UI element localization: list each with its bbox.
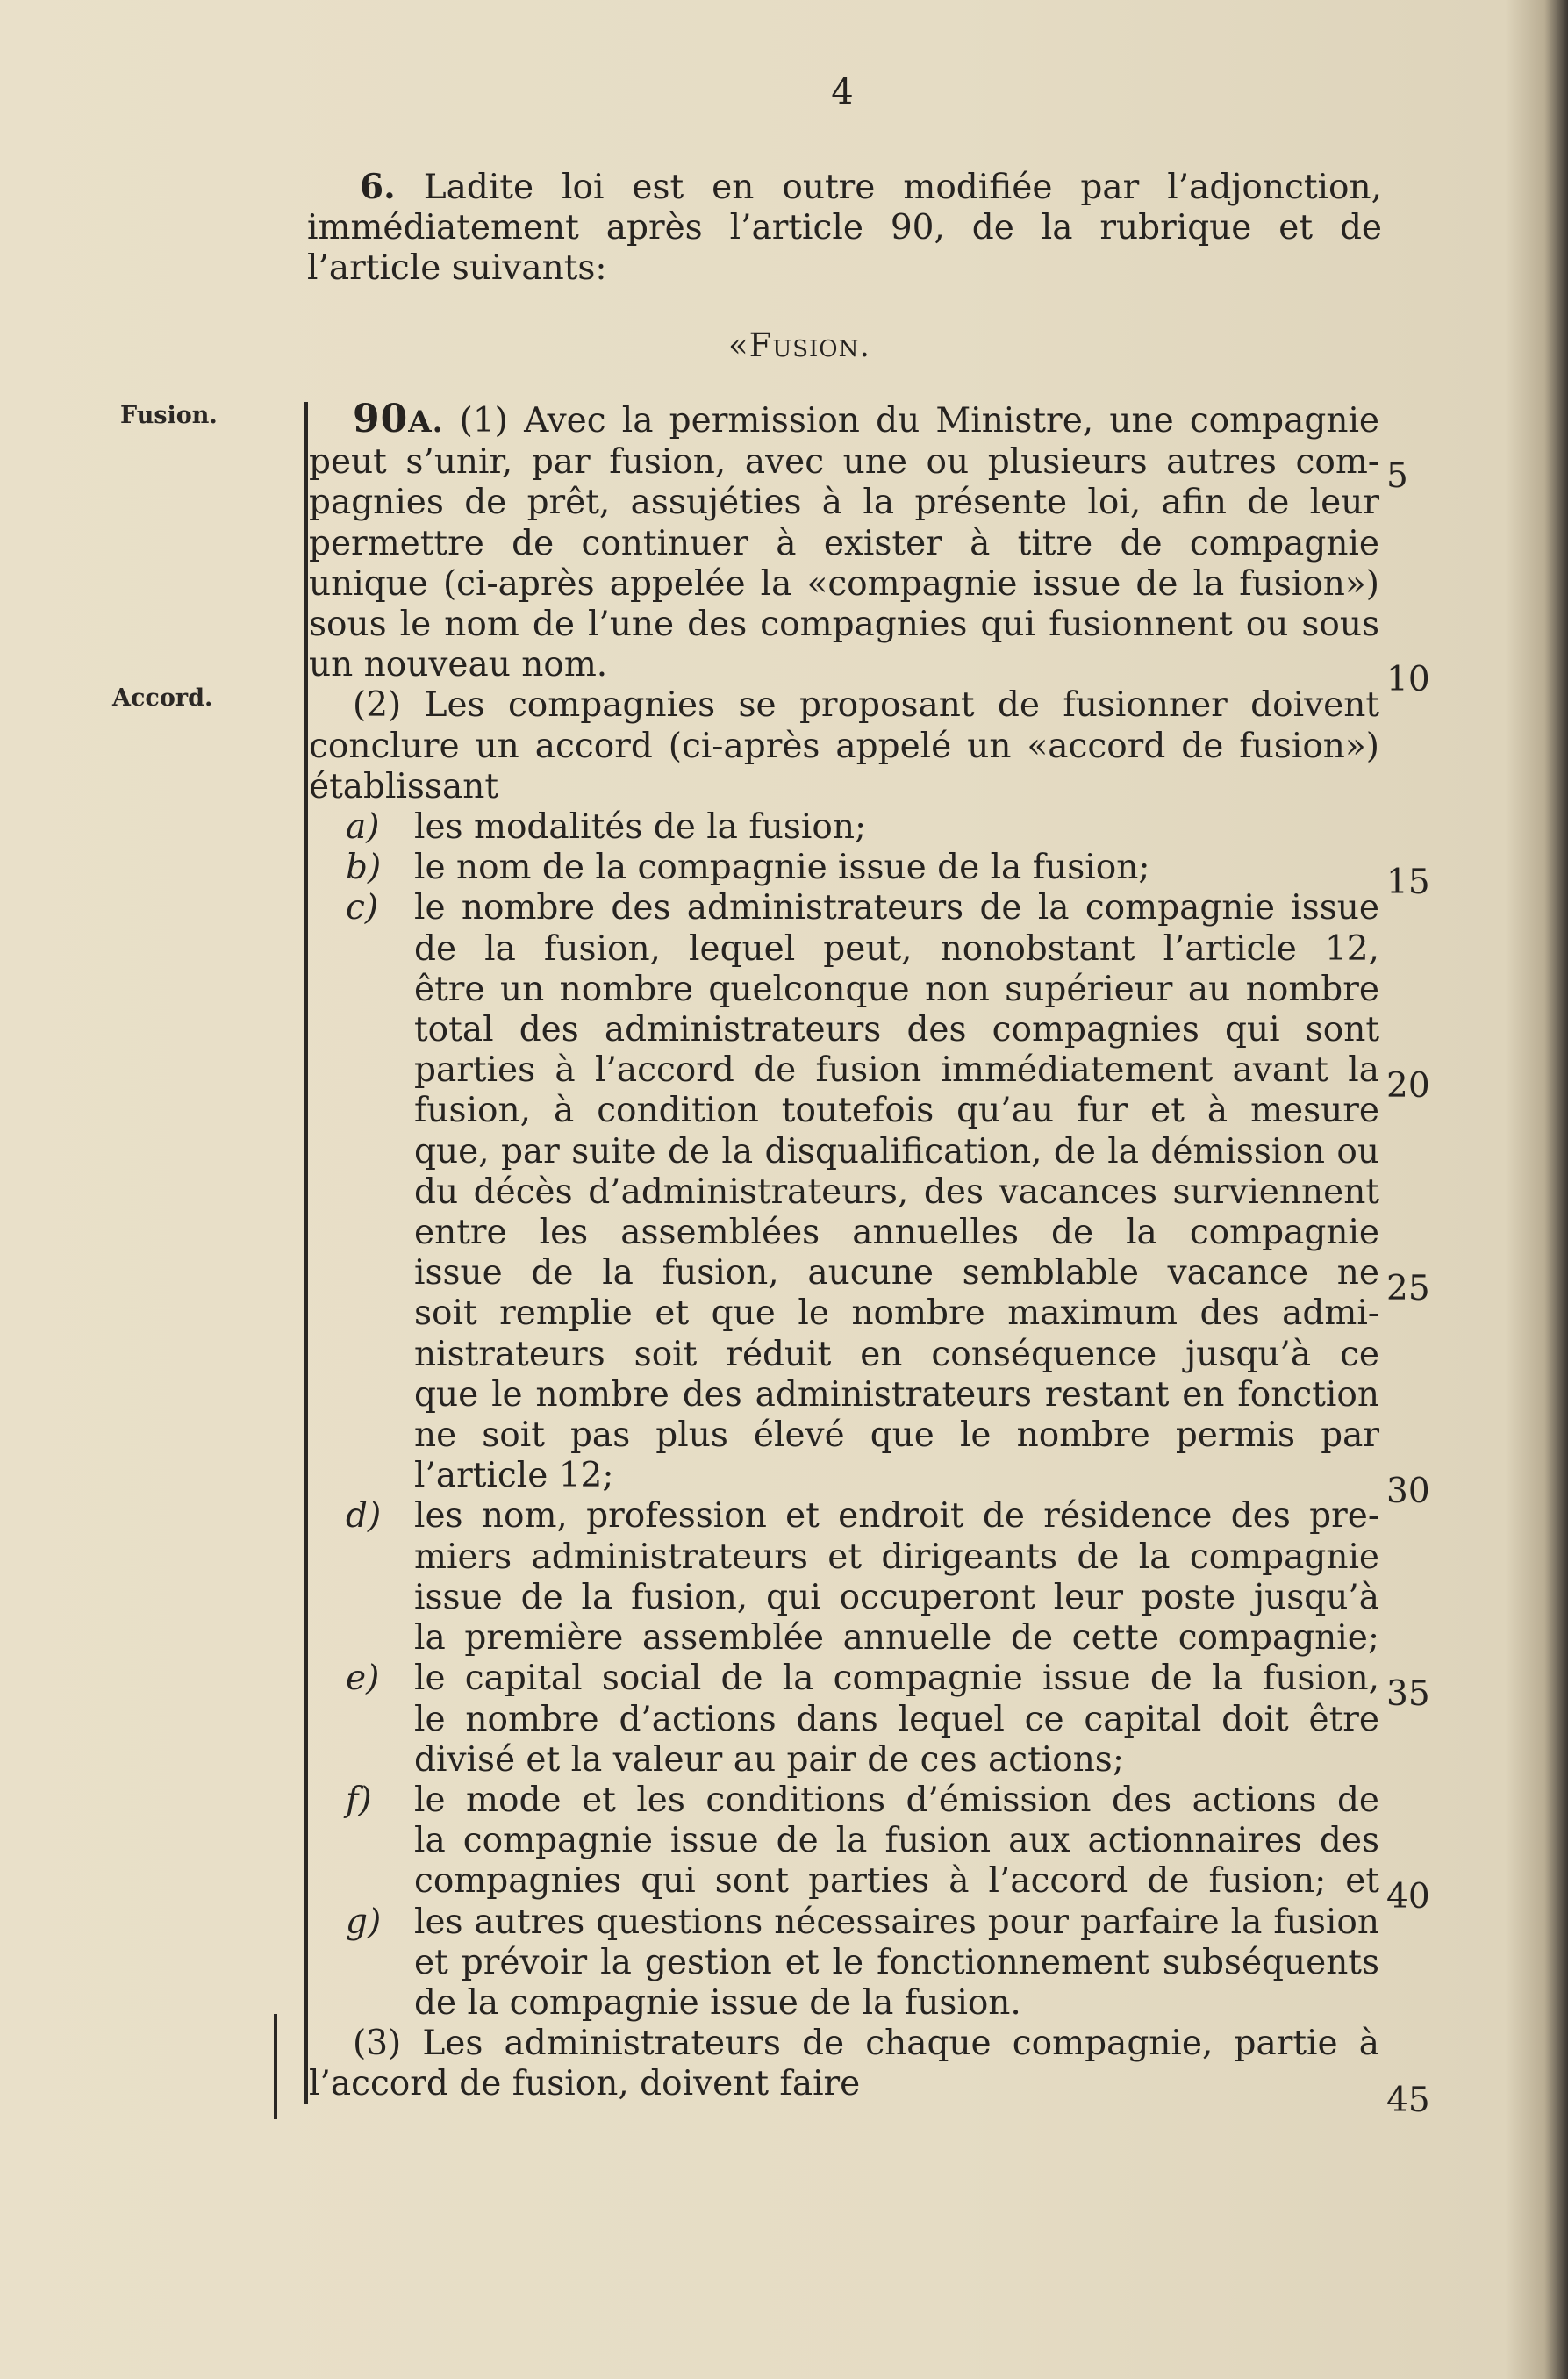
margin-note-accord: Accord. [112, 684, 213, 712]
page-number: 4 [831, 72, 854, 112]
line-number: 15 [1386, 863, 1430, 902]
line-number: 10 [1386, 660, 1430, 699]
item-list [309, 807, 1379, 2024]
amendment-rule-lower [274, 2014, 277, 2119]
section-number: 6. [360, 167, 396, 207]
list-item-c-line: ne soit pas plus élevé que le nombre permis par [414, 1415, 1379, 1456]
list-item-g: g) les autres questions nécessaires pour parfaire la fusion [346, 1902, 1379, 1942]
sub1-line: permettre de continuer à exister à titre de compagnie [309, 523, 1379, 563]
line-number: 20 [1386, 1066, 1430, 1106]
sub1-line: pagnies de prêt, assujéties à la présente loi, afin de leur [309, 483, 1379, 523]
list-item-e-line: le nombre d’actions dans lequel ce capital doit être [414, 1699, 1379, 1739]
sub2-first-line: (2) Les compagnies se proposant de fusionner doivent [353, 685, 1379, 726]
line-number: 25 [1386, 1269, 1430, 1308]
list-item-c-line: soit remplie et que le nombre maximum des admi- [414, 1293, 1379, 1334]
list-item-f-line: la compagnie issue de la fusion aux actionnaires des [414, 1821, 1379, 1861]
amendment-rule [304, 402, 308, 2104]
list-item-d: d) les nom, profession et endroit de résidence des pre- [346, 1496, 1379, 1537]
list-item-d-line: issue de la fusion, qui occuperont leur poste jusqu’à [414, 1577, 1379, 1617]
list-item-e-line: divisé et la valeur au pair de ces actions; [414, 1739, 1124, 1780]
list-item-b: b) le nom de la compagnie issue de la fusion; [346, 848, 1150, 888]
list-item-d-line: la première assemblée annuelle de cette compagnie; [414, 1618, 1379, 1659]
list-item-c: c) le nombre des administrateurs de la compagnie issue [346, 888, 1379, 928]
sub3-line-2: l’accord de fusion, doivent faire [309, 2064, 861, 2104]
sub1-line: un nouveau nom. [309, 645, 608, 685]
list-item-c-line: total des administrateurs des compagnies qui sont [414, 1010, 1379, 1050]
list-item-e: e) le capital social de la compagnie issue de la fusion, [346, 1659, 1379, 1699]
line-number: 30 [1386, 1472, 1430, 1511]
list-item-c-line: de la fusion, lequel peut, nonobstant l’article 12, [414, 928, 1379, 969]
section-6-line-1: 6. Ladite loi est en outre modifiée par l’adjonction, [360, 167, 1382, 207]
rubric-title: Fusion. [748, 326, 871, 364]
list-item-c-line: fusion, à condition toutefois qu’au fur et à mesure [414, 1091, 1379, 1131]
list-item-c-line: entre les assemblées annuelles de la compagnie [414, 1213, 1379, 1253]
section-6 [307, 167, 1382, 289]
article-number: 90A. [353, 397, 444, 441]
section-6-line-3: l’article suivants: [307, 248, 607, 288]
sub1-line: sous le nom de l’une des compagnies qui fusionnent ou sous [309, 605, 1379, 645]
list-item-c-line: que, par suite de la disqualification, de la démission ou [414, 1131, 1379, 1172]
section-6-line-2: immédiatement après l’article 90, de la rubrique et de [307, 208, 1382, 247]
line-number: 40 [1386, 1877, 1430, 1917]
margin-note-fusion: Fusion. [120, 402, 218, 429]
line-number: 35 [1386, 1674, 1430, 1714]
list-item-c-line: du décès d’administrateurs, des vacances surviennent [414, 1172, 1379, 1212]
list-item-f: f) le mode et les conditions d’émission des actions de [346, 1780, 1379, 1820]
list-item-c-line: être un nombre quelconque non supérieur au nombre [414, 969, 1379, 1009]
line-number: 45 [1386, 2081, 1430, 2120]
list-item-g-line: et prévoir la gestion et le fonctionnement subséquents [414, 1942, 1379, 1982]
sub2-line: conclure un accord (ci-après appelé un «accord de fusion») [309, 726, 1379, 766]
list-item-c-line: nistrateurs soit réduit en conséquence jusqu’à ce [414, 1334, 1379, 1374]
article-90a [309, 399, 1379, 2105]
sub1-line: unique (ci-après appelée la «compagnie issue de la fusion») [309, 563, 1379, 604]
list-item-c-line: parties à l’accord de fusion immédiatement avant la [414, 1050, 1379, 1091]
list-item-d-line: miers administrateurs et dirigeants de la compagnie [414, 1537, 1379, 1577]
sub1-line: peut s’unir, par fusion, avec une ou plusieurs autres com- [309, 442, 1379, 483]
rubric-heading: «Fusion. [728, 326, 871, 364]
article-90a-line-1: 90A. (1) Avec la permission du Ministre, une compagnie [353, 397, 1379, 441]
list-item-c-line: l’article 12; [414, 1456, 614, 1496]
list-item-c-line: que le nombre des administrateurs restant en fonction [414, 1374, 1379, 1415]
list-item-a: a) les modalités de la fusion; [346, 807, 867, 848]
sub3-line-1: (3) Les administrateurs de chaque compagnie, partie à [353, 2024, 1379, 2064]
sub2-line: établissant [309, 766, 498, 806]
list-item-g-line: de la compagnie issue de la fusion. [414, 1982, 1021, 2023]
list-item-f-line: compagnies qui sont parties à l’accord de fusion; et [414, 1861, 1379, 1902]
line-number: 5 [1386, 456, 1408, 496]
list-item-c-line: issue de la fusion, aucune semblable vacance ne [414, 1253, 1379, 1293]
